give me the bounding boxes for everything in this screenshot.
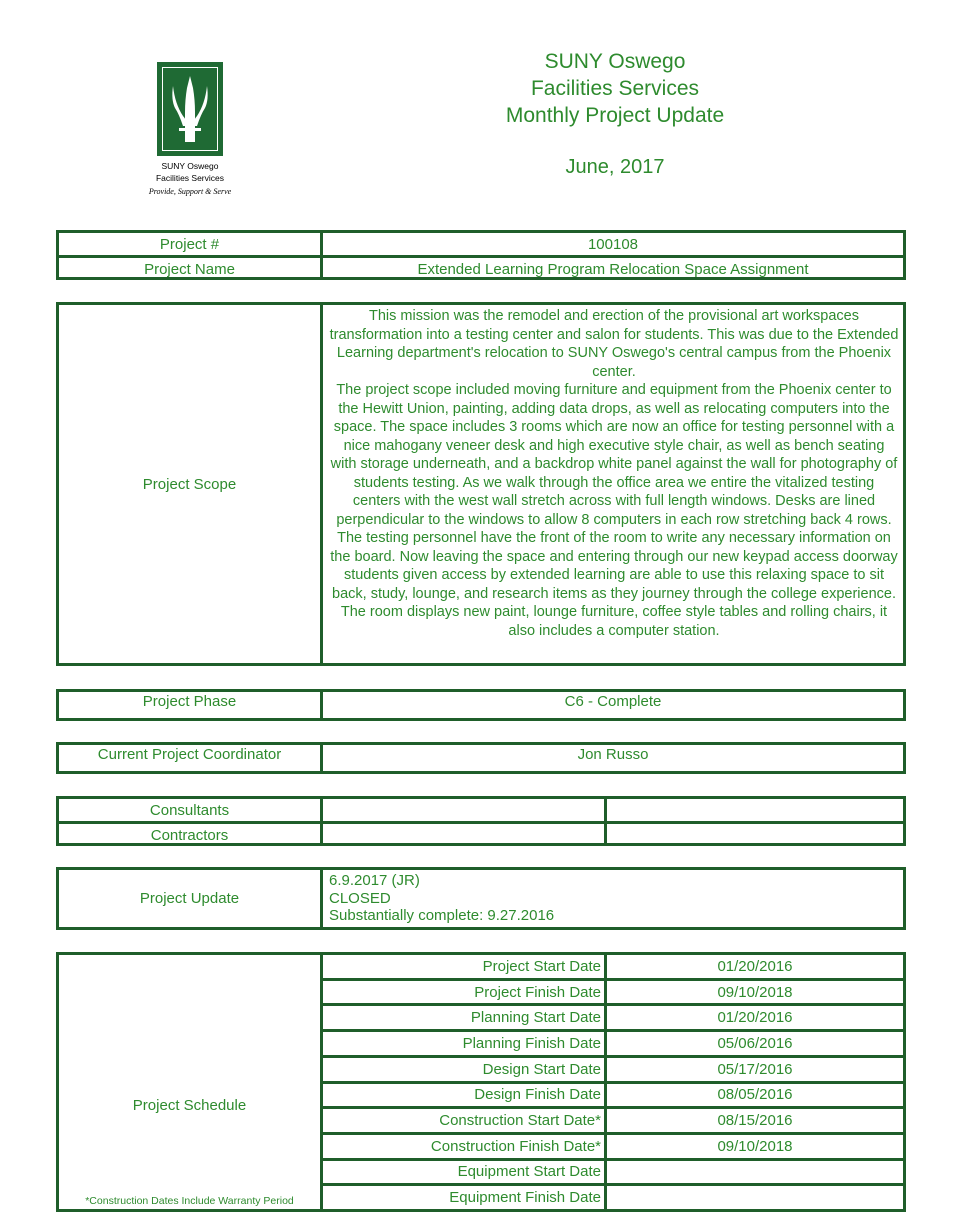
project-phase-table xyxy=(56,689,906,721)
update-line-1: 6.9.2017 (JR) xyxy=(329,872,420,889)
project-phase-row xyxy=(59,692,903,718)
schedule-row xyxy=(323,1132,903,1158)
contractors-cell-2 xyxy=(607,824,903,846)
project-update-cell xyxy=(323,870,903,927)
schedule-label: Project Schedule xyxy=(132,1097,247,1114)
schedule-row xyxy=(323,955,903,978)
coordinator-label: Current Project Coordinator xyxy=(59,745,323,771)
project-name-label: Project Name xyxy=(59,258,323,280)
schedule-row-value: 09/10/2018 xyxy=(717,983,793,1001)
schedule-row-value: 01/20/2016 xyxy=(717,1009,793,1027)
project-name-row xyxy=(59,255,903,280)
schedule-row-label: Planning Finish Date xyxy=(323,1032,607,1055)
schedule-row-label: Project Start Date xyxy=(323,955,607,978)
title-line2: Facilities Services xyxy=(530,77,700,100)
contractors-row xyxy=(59,821,903,846)
scope-paragraph-2: The project scope included moving furniture and equipment from the Phoenix center to the Hewitt Union, painting, adding data drops, as well as relocating computers into the space. The space includes 3 rooms which are now an office for testing personnel with a nice mahogany veneer desk and high executive style chair, as well as bench seating with storage underneath, and a backdrop white panel against the wall for photography of students testing. As we walk through the office area we entire the vitalized testing centers with the west wall stretch across with full length windows. Desks are lined perpendicular to the windows to allow 8 computers in each row stretching back 4 rows. The testing personnel have the front of the room to write any necessary information on the board. Now leaving the space and entering through our new keypad access doorway students given access by extended learning are able to use this relaxing space to sit back, study, lounge, and research items as they journey through the college experience. The room displays new paint, lounge furniture, coffee style tables and rolling chairs, it also includes a computer station. xyxy=(330,382,898,639)
consultants-cell-1 xyxy=(323,799,607,821)
schedule-note: *Construction Dates Include Warranty Period xyxy=(85,1195,294,1207)
project-id-table xyxy=(56,230,906,280)
trident-emblem-icon xyxy=(157,62,223,156)
update-line-3: Substantially complete: 9.27.2016 xyxy=(329,907,555,924)
project-scope-cell xyxy=(323,305,903,663)
schedule-row-label: Construction Finish Date* xyxy=(323,1135,607,1158)
schedule-row-value: 08/15/2016 xyxy=(717,1112,793,1130)
schedule-row-value: 09/10/2018 xyxy=(717,1137,793,1155)
schedule-row xyxy=(323,1081,903,1107)
project-update-row xyxy=(59,870,903,927)
project-update-text xyxy=(323,870,560,927)
project-name-value: Extended Learning Program Relocation Space Assignment xyxy=(417,260,809,278)
contractors-cell-1 xyxy=(323,824,607,846)
schedule-label-cell xyxy=(59,955,323,1209)
schedule-row-label: Equipment Finish Date xyxy=(323,1186,607,1209)
project-scope-text xyxy=(323,305,903,646)
project-phase-label: Project Phase xyxy=(59,692,323,718)
schedule-row xyxy=(323,1106,903,1132)
logo-org-line1: SUNY Oswego xyxy=(161,161,219,171)
project-update-label: Project Update xyxy=(59,870,323,927)
logo-org-line2: Facilities Services xyxy=(155,173,225,183)
schedule-row xyxy=(323,1183,903,1209)
update-line-2: CLOSED xyxy=(329,889,391,907)
project-scope-label: Project Scope xyxy=(59,305,323,663)
consultants-cell-2 xyxy=(607,799,903,821)
project-number-label: Project # xyxy=(59,233,323,255)
report-date: June, 2017 xyxy=(565,156,665,178)
coordinator-table xyxy=(56,742,906,774)
coordinator-row xyxy=(59,745,903,771)
logo-tagline: Provide, Support & Serve xyxy=(148,187,232,196)
schedule-row-value: 08/05/2016 xyxy=(717,1086,793,1104)
coordinator-value: Jon Russo xyxy=(577,746,649,763)
title-line1: SUNY Oswego xyxy=(544,50,686,73)
schedule-row-label: Construction Start Date* xyxy=(323,1109,607,1132)
schedule-row-value xyxy=(607,1186,903,1209)
project-number-row xyxy=(59,233,903,255)
project-phase-value: C6 - Complete xyxy=(564,693,662,710)
consultants-label: Consultants xyxy=(59,799,323,821)
schedule-row-label: Design Finish Date xyxy=(323,1084,607,1107)
consultants-contractors-table xyxy=(56,796,906,846)
schedule-row xyxy=(323,1055,903,1081)
schedule-row-label: Project Finish Date xyxy=(323,981,607,1004)
title-line3: Monthly Project Update xyxy=(505,104,725,127)
schedule-row xyxy=(323,1003,903,1029)
schedule-row-value: 05/06/2016 xyxy=(717,1034,793,1052)
project-schedule-table xyxy=(56,952,906,1212)
schedule-row-value xyxy=(607,1161,903,1184)
consultants-row xyxy=(59,799,903,821)
schedule-row xyxy=(323,1029,903,1055)
schedule-row-value: 05/17/2016 xyxy=(717,1060,793,1078)
project-number-value: 100108 xyxy=(587,235,639,253)
project-update-table xyxy=(56,867,906,930)
facilities-logo xyxy=(140,58,240,196)
schedule-row-label: Design Start Date xyxy=(323,1058,607,1081)
schedule-row-label: Planning Start Date xyxy=(323,1006,607,1029)
project-scope-row xyxy=(59,305,903,663)
project-scope-table xyxy=(56,302,906,666)
schedule-row-label: Equipment Start Date xyxy=(323,1161,607,1184)
schedule-row-value: 01/20/2016 xyxy=(717,957,793,975)
schedule-row xyxy=(323,978,903,1004)
schedule-rows xyxy=(323,955,903,1209)
schedule-row xyxy=(323,1158,903,1184)
scope-paragraph-1: This mission was the remodel and erection of the provisional art workspaces transformation into a testing center and salon for students. This was due to the Extended Learning department's relocation to SUNY Oswego's central campus from the Phoenix center. xyxy=(329,308,899,380)
contractors-label: Contractors xyxy=(59,824,323,846)
document-title xyxy=(472,48,758,129)
